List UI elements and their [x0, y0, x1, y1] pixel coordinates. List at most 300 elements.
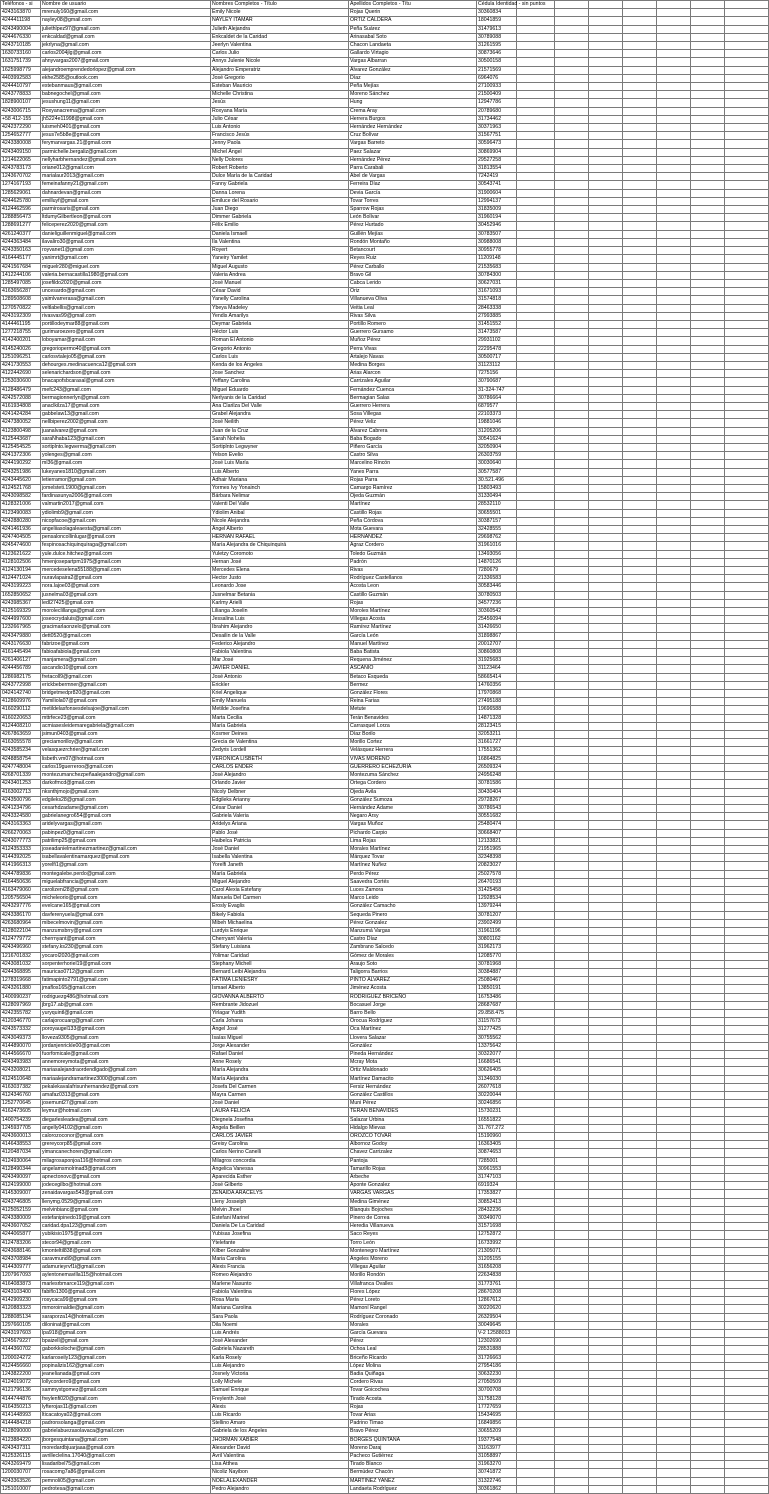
- last-names-cell: Hernández Pérez: [349, 156, 477, 164]
- empty-cell: [725, 91, 769, 99]
- phone-cell: 4164450636: [1, 878, 41, 886]
- empty-cell: [555, 1141, 589, 1149]
- last-names-cell: RODRIGUEZ BRICEÑO: [349, 993, 477, 1001]
- last-names-cell: Marco Leido: [349, 895, 477, 903]
- first-names-cell: Karla Rosely: [211, 1354, 349, 1362]
- empty-cell: [691, 698, 725, 706]
- empty-cell: [517, 722, 555, 730]
- table-row: [1, 526, 769, 534]
- empty-cell: [555, 837, 589, 845]
- empty-cell: [555, 25, 589, 33]
- empty-cell: [555, 493, 589, 501]
- empty-cell: [657, 452, 691, 460]
- empty-cell: [657, 854, 691, 862]
- id-number-cell: 22295478: [477, 345, 517, 353]
- empty-cell: [691, 25, 725, 33]
- table-row: [1, 886, 769, 894]
- empty-cell: [517, 731, 555, 739]
- empty-cell: [725, 1485, 769, 1493]
- phone-cell: 4128486479: [1, 386, 41, 394]
- empty-cell: [725, 1403, 769, 1411]
- phone-cell: 4243208021: [1, 1067, 41, 1075]
- empty-cell: [657, 156, 691, 164]
- id-number-cell: 26470193: [477, 878, 517, 886]
- empty-cell: [657, 419, 691, 427]
- empty-cell: [691, 509, 725, 517]
- empty-cell: [657, 1174, 691, 1182]
- empty-cell: [725, 1272, 769, 1280]
- empty-cell: [623, 288, 657, 296]
- empty-cell: [657, 780, 691, 788]
- table-row: [1, 1100, 769, 1108]
- empty-cell: [517, 1034, 555, 1042]
- username-cell: gabrielabuezasolavaca@gmail.com: [41, 1428, 211, 1436]
- empty-cell: [725, 608, 769, 616]
- empty-cell: [657, 1452, 691, 1460]
- empty-cell: [555, 501, 589, 509]
- table-row: [1, 903, 769, 911]
- empty-cell: [623, 583, 657, 591]
- empty-cell: [555, 222, 589, 230]
- id-number-cell: 6879577: [477, 402, 517, 410]
- table-row: [1, 845, 769, 853]
- id-number-cell: 26303759: [477, 452, 517, 460]
- last-names-cell: Briceño Ricardo: [349, 1354, 477, 1362]
- empty-cell: [589, 107, 623, 115]
- phone-cell: 4243746805: [1, 1198, 41, 1206]
- table-row: [1, 17, 769, 25]
- username-cell: loboyamar@gmail.com: [41, 337, 211, 345]
- username-cell: sorpenterhoriel19@gmail.com: [41, 960, 211, 968]
- first-names-cell: Federico Alejandro: [211, 640, 349, 648]
- username-cell: carlosvtalejo05@gmail.com: [41, 353, 211, 361]
- empty-cell: [517, 1116, 555, 1124]
- first-names-cell: Erickler: [211, 681, 349, 689]
- username-cell: mercedeselena55188@gmail.com: [41, 567, 211, 575]
- empty-cell: [691, 124, 725, 132]
- empty-cell: [555, 181, 589, 189]
- empty-cell: [657, 1051, 691, 1059]
- empty-cell: [691, 1461, 725, 1469]
- empty-cell: [623, 189, 657, 197]
- username-cell: melvinbianc@gmail.com: [41, 1206, 211, 1214]
- empty-cell: [725, 1, 769, 9]
- empty-cell: [657, 1280, 691, 1288]
- empty-cell: [517, 460, 555, 468]
- first-names-cell: Greisy Carolina: [211, 1141, 349, 1149]
- empty-cell: [517, 821, 555, 829]
- last-names-cell: Rivas: [349, 567, 477, 575]
- id-number-cell: 30789088: [477, 33, 517, 41]
- id-number-cell: 31473587: [477, 329, 517, 337]
- empty-cell: [691, 1321, 725, 1329]
- phone-cell: 4128490344: [1, 1165, 41, 1173]
- first-names-cell: Danna Lorena: [211, 189, 349, 197]
- username-cell: adamurieyrvf1i@gmail.com: [41, 1264, 211, 1272]
- empty-cell: [623, 99, 657, 107]
- username-cell: manjamera@gmail.com: [41, 657, 211, 665]
- last-names-cell: Parra Carabali: [349, 165, 477, 173]
- empty-cell: [691, 1420, 725, 1428]
- username-cell: karlaroseily123@gmail.com: [41, 1354, 211, 1362]
- empty-cell: [623, 993, 657, 1001]
- empty-cell: [725, 1362, 769, 1370]
- empty-cell: [691, 1149, 725, 1157]
- last-names-cell: González: [349, 1042, 477, 1050]
- first-names-cell: Isabella Valentina: [211, 854, 349, 862]
- first-names-cell: Dila Noemi: [211, 1321, 349, 1329]
- empty-cell: [657, 985, 691, 993]
- first-names-cell: Rembrante Jidozuel: [211, 1001, 349, 1009]
- username-cell: lisadaribel75@gmail.com: [41, 1461, 211, 1469]
- phone-cell: 4243600013: [1, 1133, 41, 1141]
- empty-cell: [623, 484, 657, 492]
- empty-cell: [555, 599, 589, 607]
- id-number-cell: 29931102: [477, 337, 517, 345]
- empty-cell: [589, 42, 623, 50]
- last-names-cell: Bocasuel Jorge: [349, 1001, 477, 1009]
- id-number-cell: 31261595: [477, 42, 517, 50]
- empty-cell: [623, 1034, 657, 1042]
- empty-cell: [657, 731, 691, 739]
- id-number-cell: 30371963: [477, 124, 517, 132]
- empty-cell: [555, 1231, 589, 1239]
- phone-cell: 1285629061: [1, 189, 41, 197]
- last-names-cell: Manzumá Vargas: [349, 927, 477, 935]
- username-cell: annemoreymota@gmail.com: [41, 1059, 211, 1067]
- empty-cell: [589, 1362, 623, 1370]
- empty-cell: [555, 460, 589, 468]
- empty-cell: [517, 107, 555, 115]
- first-names-cell: Nelly Dolores: [211, 156, 349, 164]
- empty-cell: [589, 1108, 623, 1116]
- first-names-cell: Lisa Atthea: [211, 1461, 349, 1469]
- id-number-cell: 21305071: [477, 1247, 517, 1255]
- last-names-cell: Sequeda Pinero: [349, 911, 477, 919]
- first-names-cell: Mar José: [211, 657, 349, 665]
- username-cell: jborgesquintana@gmail.com: [41, 1436, 211, 1444]
- username-cell: jodecegilbo@hotmail.com: [41, 1182, 211, 1190]
- empty-cell: [657, 484, 691, 492]
- empty-cell: [517, 624, 555, 632]
- empty-cell: [691, 42, 725, 50]
- empty-cell: [623, 919, 657, 927]
- table-row: [1, 1075, 769, 1083]
- empty-cell: [517, 640, 555, 648]
- first-names-cell: José Gregorio: [211, 74, 349, 82]
- empty-cell: [691, 616, 725, 624]
- id-number-cell: 32053211: [477, 731, 517, 739]
- table-row: [1, 197, 769, 205]
- username-cell: fabrizoe@gmail.com: [41, 640, 211, 648]
- empty-cell: [725, 575, 769, 583]
- phone-cell: 1200030707: [1, 1469, 41, 1477]
- empty-cell: [623, 83, 657, 91]
- empty-cell: [589, 985, 623, 993]
- last-names-cell: Mamoní Rangel: [349, 1305, 477, 1313]
- empty-cell: [725, 296, 769, 304]
- first-names-cell: Jorge Alexander: [211, 1042, 349, 1050]
- id-number-cell: 17551362: [477, 747, 517, 755]
- empty-cell: [657, 616, 691, 624]
- last-names-cell: Carrizales Aguilar: [349, 378, 477, 386]
- table-row: [1, 1452, 769, 1460]
- empty-cell: [517, 878, 555, 886]
- empty-cell: [517, 755, 555, 763]
- last-names-cell: Pérez Gonzalez: [349, 919, 477, 927]
- id-number-cell: 12947786: [477, 99, 517, 107]
- empty-cell: [623, 1461, 657, 1469]
- empty-cell: [657, 722, 691, 730]
- empty-cell: [657, 214, 691, 222]
- empty-cell: [725, 1231, 769, 1239]
- first-names-cell: GIOVANNA ALBERTO: [211, 993, 349, 1001]
- empty-cell: [657, 1182, 691, 1190]
- empty-cell: [623, 1133, 657, 1141]
- empty-cell: [623, 1083, 657, 1091]
- empty-cell: [725, 1190, 769, 1198]
- empty-cell: [517, 681, 555, 689]
- username-cell: selenarichardson@gmail.com: [41, 370, 211, 378]
- last-names-cell: Bermez: [349, 681, 477, 689]
- empty-cell: [589, 1215, 623, 1223]
- last-names-cell: Orocua Rodríguez: [349, 1018, 477, 1026]
- empty-cell: [589, 632, 623, 640]
- last-names-cell: González Sumoza: [349, 796, 477, 804]
- empty-cell: [691, 886, 725, 894]
- table-row: [1, 1239, 769, 1247]
- empty-cell: [589, 952, 623, 960]
- first-names-cell: Haibelca Patricia: [211, 837, 349, 845]
- empty-cell: [555, 140, 589, 148]
- empty-cell: [555, 772, 589, 780]
- empty-cell: [657, 895, 691, 903]
- empty-cell: [517, 1059, 555, 1067]
- id-number-cell: 26329504: [477, 1313, 517, 1321]
- id-number-cell: 30030640: [477, 460, 517, 468]
- empty-cell: [517, 1362, 555, 1370]
- empty-cell: [589, 312, 623, 320]
- empty-cell: [623, 936, 657, 944]
- first-names-cell: Cherryant Valeria: [211, 936, 349, 944]
- first-names-cell: Kenda de los Ángeles: [211, 361, 349, 369]
- phone-cell: 4243269479: [1, 1461, 41, 1469]
- empty-cell: [691, 1, 725, 9]
- empty-cell: [691, 1256, 725, 1264]
- empty-cell: [725, 1264, 769, 1272]
- phone-cell: 1214622065: [1, 156, 41, 164]
- id-number-cell: 30.521.496: [477, 476, 517, 484]
- empty-cell: [517, 443, 555, 451]
- table-row: [1, 435, 769, 443]
- id-number-cell: 21500409: [477, 91, 517, 99]
- empty-cell: [555, 665, 589, 673]
- empty-cell: [623, 960, 657, 968]
- empty-cell: [555, 452, 589, 460]
- last-names-cell: Morales Martínez: [349, 845, 477, 853]
- empty-cell: [725, 731, 769, 739]
- empty-cell: [589, 763, 623, 771]
- first-names-cell: Hector Justo: [211, 575, 349, 583]
- last-names-cell: Oca Martínez: [349, 1026, 477, 1034]
- empty-cell: [623, 526, 657, 534]
- first-names-cell: Metilde Josefina: [211, 706, 349, 714]
- id-number-cell: 13850191: [477, 985, 517, 993]
- empty-cell: [589, 616, 623, 624]
- first-names-cell: Yaneiry Yamilet: [211, 255, 349, 263]
- last-names-cell: Rojas Querin: [349, 9, 477, 17]
- table-row: [1, 1026, 769, 1034]
- empty-cell: [517, 772, 555, 780]
- id-number-cell: 6919324: [477, 1182, 517, 1190]
- empty-cell: [517, 1141, 555, 1149]
- username-cell: estefanipinedo19@gmail.com: [41, 1215, 211, 1223]
- empty-cell: [589, 304, 623, 312]
- empty-cell: [589, 402, 623, 410]
- phone-cell: 4244625780: [1, 197, 41, 205]
- id-number-cell: 31734462: [477, 115, 517, 123]
- empty-cell: [691, 427, 725, 435]
- table-row: [1, 1001, 769, 1009]
- empty-cell: [555, 640, 589, 648]
- empty-cell: [623, 1329, 657, 1337]
- username-cell: jeanelianada@gmail.com: [41, 1370, 211, 1378]
- id-number-cell: 31277425: [477, 1026, 517, 1034]
- phone-cell: 4160290112: [1, 706, 41, 714]
- empty-cell: [555, 583, 589, 591]
- table-row: [1, 665, 769, 673]
- first-names-cell: Ángel Alberto: [211, 526, 349, 534]
- last-names-cell: Arbeche: [349, 1174, 477, 1182]
- empty-cell: [657, 320, 691, 328]
- empty-cell: [589, 353, 623, 361]
- empty-cell: [725, 1092, 769, 1100]
- empty-cell: [657, 870, 691, 878]
- username-cell: mariasalejandraordendlgado@gmail.com: [41, 1067, 211, 1075]
- empty-cell: [623, 1182, 657, 1190]
- username-cell: saraNhaba123@gmail.com: [41, 435, 211, 443]
- empty-cell: [555, 1239, 589, 1247]
- last-names-cell: Rojas: [349, 599, 477, 607]
- empty-cell: [589, 690, 623, 698]
- empty-cell: [623, 911, 657, 919]
- empty-cell: [691, 1059, 725, 1067]
- empty-cell: [725, 739, 769, 747]
- id-number-cell: 25480474: [477, 821, 517, 829]
- phone-cell: 4242572088: [1, 394, 41, 402]
- empty-cell: [555, 1461, 589, 1469]
- first-names-cell: Alexis Francia: [211, 1264, 349, 1272]
- empty-cell: [555, 1370, 589, 1378]
- empty-cell: [691, 796, 725, 804]
- empty-cell: [623, 320, 657, 328]
- last-names-cell: Cabca Lerido: [349, 279, 477, 287]
- empty-cell: [555, 107, 589, 115]
- first-names-cell: Leonardo Jose: [211, 583, 349, 591]
- table-row: [1, 107, 769, 115]
- empty-cell: [657, 206, 691, 214]
- empty-cell: [517, 435, 555, 443]
- empty-cell: [623, 1469, 657, 1477]
- last-names-cell: Vargas Barreto: [349, 140, 477, 148]
- empty-cell: [589, 1272, 623, 1280]
- empty-cell: [725, 542, 769, 550]
- empty-cell: [657, 263, 691, 271]
- empty-cell: [691, 247, 725, 255]
- empty-cell: [657, 386, 691, 394]
- empty-cell: [725, 501, 769, 509]
- username-cell: bnacapofsbcarasal@gmail.com: [41, 378, 211, 386]
- empty-cell: [589, 1444, 623, 1452]
- empty-cell: [517, 616, 555, 624]
- first-names-cell: Rafael Daniel: [211, 1051, 349, 1059]
- last-names-cell: Fernández Cuenca: [349, 386, 477, 394]
- last-names-cell: González Castillos: [349, 1092, 477, 1100]
- empty-cell: [691, 484, 725, 492]
- first-names-cell: Yormes Ivy Yonainch: [211, 484, 349, 492]
- id-number-cell: 31961196: [477, 927, 517, 935]
- empty-cell: [555, 690, 589, 698]
- empty-cell: [589, 247, 623, 255]
- id-number-cell: 15434695: [477, 1411, 517, 1419]
- first-names-cell: Josnely Victoria: [211, 1370, 349, 1378]
- empty-cell: [517, 1338, 555, 1346]
- id-number-cell: 30781586: [477, 780, 517, 788]
- empty-cell: [517, 1272, 555, 1280]
- id-number-cell: 30655501: [477, 509, 517, 517]
- last-names-cell: Rodríguez Coronado: [349, 1313, 477, 1321]
- id-number-cell: 30781968: [477, 960, 517, 968]
- username-cell: yanimrt@gmail.com: [41, 255, 211, 263]
- empty-cell: [725, 1461, 769, 1469]
- id-number-cell: 28123415: [477, 722, 517, 730]
- id-number-cell: 30790687: [477, 378, 517, 386]
- empty-cell: [589, 370, 623, 378]
- empty-cell: [691, 1165, 725, 1173]
- phone-cell: 1277218755: [1, 329, 41, 337]
- empty-cell: [725, 534, 769, 542]
- empty-cell: [589, 706, 623, 714]
- phone-cell: 1243670702: [1, 173, 41, 181]
- empty-cell: [589, 526, 623, 534]
- empty-cell: [657, 1026, 691, 1034]
- last-names-cell: Hidalgo Mievas: [349, 1124, 477, 1132]
- id-number-cell: 31963270: [477, 1461, 517, 1469]
- first-names-cell: José Gilberto: [211, 1182, 349, 1190]
- empty-cell: [517, 1108, 555, 1116]
- username-cell: nora.lajoe03@gmail.com: [41, 583, 211, 591]
- first-names-cell: José Daniel: [211, 845, 349, 853]
- phone-cell: 4243049373: [1, 1034, 41, 1042]
- table-row: [1, 115, 769, 123]
- table-row: [1, 919, 769, 927]
- id-number-cell: 31835009: [477, 206, 517, 214]
- first-names-cell: VERONICA LISBETH: [211, 755, 349, 763]
- empty-cell: [517, 50, 555, 58]
- phone-cell: 4243778833: [1, 91, 41, 99]
- table-row: [1, 1256, 769, 1264]
- username-cell: Yamiliola07@gmail.com: [41, 698, 211, 706]
- phone-cell: 1253030600: [1, 378, 41, 386]
- username-cell: erickbebermner@gmail.com: [41, 681, 211, 689]
- empty-cell: [657, 517, 691, 525]
- empty-cell: [691, 936, 725, 944]
- phone-cell: 4124199000: [1, 1182, 41, 1190]
- table-row: [1, 1403, 769, 1411]
- empty-cell: [691, 1452, 725, 1460]
- empty-cell: [623, 304, 657, 312]
- empty-cell: [517, 1305, 555, 1313]
